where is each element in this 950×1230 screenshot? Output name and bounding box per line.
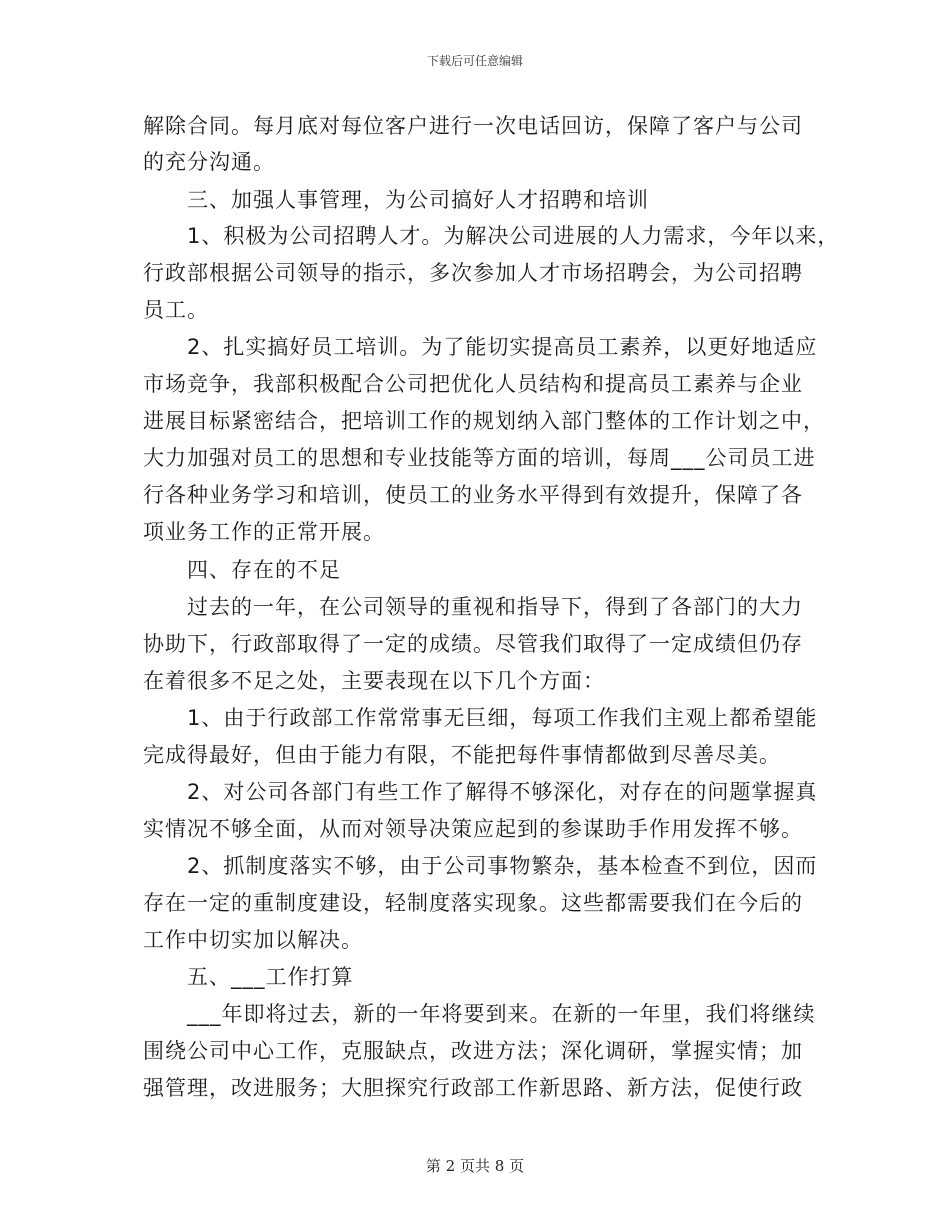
section-heading: 四、存在的不足 [187, 558, 341, 582]
text-line: 项业务工作的正常开展。 [143, 520, 385, 544]
text-line: 员工。 [143, 298, 209, 322]
text-line: 1、积极为公司招聘人才。为解决公司进展的人力需求，今年以来， [187, 224, 840, 248]
text-line: 实情况不够全面，从而对领导决策应起到的参谋助手作用发挥不够。 [143, 817, 803, 841]
text-line: 强管理，改进服务；大胆探究行政部工作新思路、新方法，促使行政 [143, 1076, 803, 1100]
text-line: 2、扎实搞好员工培训。为了能切实提高员工素养，以更好地适应 [187, 335, 818, 359]
text-line: 的充分沟通。 [143, 150, 275, 174]
text-line: 行各种业务学习和培训，使员工的业务水平得到有效提升，保障了各 [143, 483, 803, 507]
text-line: 行政部根据公司领导的指示，多次参加人才市场招聘会，为公司招聘 [143, 261, 803, 285]
text-line: 过去的一年，在公司领导的重视和指导下，得到了各部门的大力 [187, 595, 803, 619]
text-line: 大力加强对员工的思想和专业技能等方面的培训，每周___公司员工进 [143, 446, 816, 470]
section-heading: 三、加强人事管理，为公司搞好人才招聘和培训 [187, 188, 649, 212]
text-line: ___年即将过去，新的一年将要到来。在新的一年里，我们将继续 [187, 1002, 816, 1026]
text-line: 1、由于行政部工作常常事无巨细，每项工作我们主观上都希望能 [187, 706, 818, 730]
text-line: 进展目标紧密结合，把培训工作的规划纳入部门整体的工作计划之中， [143, 409, 825, 433]
text-line: 解除合同。每月底对每位客户进行一次电话回访，保障了客户与公司 [143, 114, 803, 138]
section-heading: 五、___工作打算 [187, 965, 354, 989]
text-line: 2、对公司各部门有些工作了解得不够深化，对存在的问题掌握真 [187, 780, 818, 804]
text-line: 存在一定的重制度建设，轻制度落实现象。这些都需要我们在今后的 [143, 891, 803, 915]
page-number-footer: 第 2 页共 8 页 [425, 1157, 525, 1175]
text-line: 围绕公司中心工作，克服缺点，改进方法；深化调研，掌握实情；加 [143, 1039, 803, 1063]
text-line: 市场竞争，我部积极配合公司把优化人员结构和提高员工素养与企业 [143, 372, 803, 396]
text-line: 在着很多不足之处，主要表现在以下几个方面： [143, 669, 605, 693]
text-line: 2、抓制度落实不够，由于公司事物繁杂，基本检查不到位，因而 [187, 854, 818, 878]
text-line: 协助下，行政部取得了一定的成绩。尽管我们取得了一定成绩但仍存 [143, 632, 803, 656]
page-header: 下载后可任意编辑 [426, 54, 523, 68]
text-line: 工作中切实加以解决。 [143, 928, 363, 952]
text-line: 完成得最好，但由于能力有限，不能把每件事情都做到尽善尽美。 [143, 743, 781, 767]
